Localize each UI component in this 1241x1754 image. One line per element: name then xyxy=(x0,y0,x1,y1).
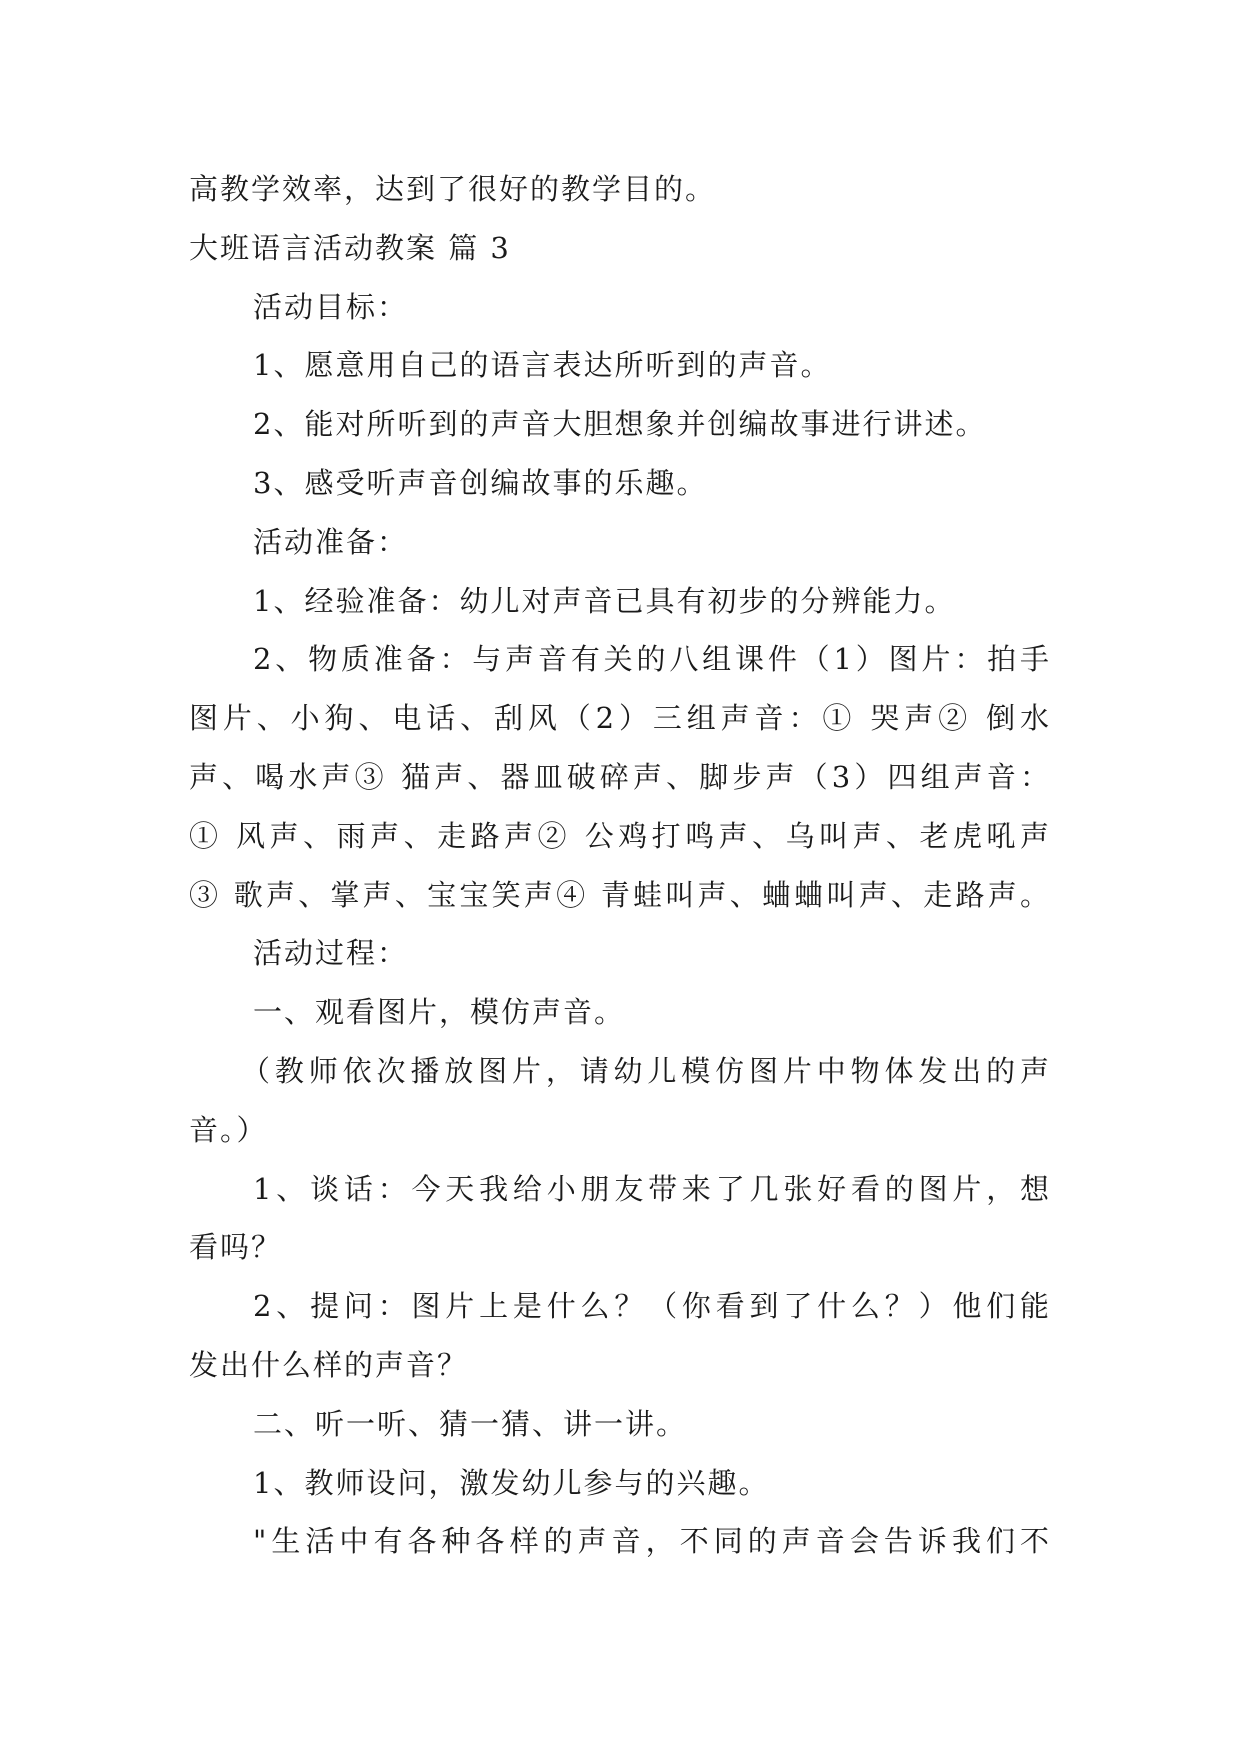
paragraph-line: 发出什么样的声音？ xyxy=(189,1347,469,1382)
paragraph-line: 1、经验准备：幼儿对声音已具有初步的分辨能力。 xyxy=(253,583,956,618)
paragraph-line: 活动准备： xyxy=(253,524,409,559)
paragraph-line: 3、感受听声音创编故事的乐趣。 xyxy=(253,465,708,500)
paragraph-line: 大班语言活动教案 篇 3 xyxy=(189,230,511,265)
paragraph-line: 1、愿意用自己的语言表达所听到的声音。 xyxy=(253,348,832,383)
paragraph-line: 活动目标： xyxy=(253,289,409,324)
paragraph-line: 二、听一听、猜一猜、讲一讲。 xyxy=(253,1406,688,1441)
paragraph-line: 声、喝水声③ 猫声、器皿破碎声、脚步声（3）四组声音： xyxy=(189,759,1051,794)
paragraph-line: 高教学效率，达到了很好的教学目的。 xyxy=(189,172,717,206)
paragraph-line: 1、谈话：今天我给小朋友带来了几张好看的图片，想 xyxy=(253,1171,1051,1206)
paragraph-line: 看吗？ xyxy=(189,1230,283,1265)
paragraph-line: 2、能对所听到的声音大胆想象并创编故事进行讲述。 xyxy=(253,407,987,442)
document-body xyxy=(189,160,1051,1571)
paragraph-line: （教师依次播放图片，请幼儿模仿图片中物体发出的声 xyxy=(241,1053,1051,1088)
paragraph-line: 图片、小狗、电话、刮风（2）三组声音：① 哭声② 倒水 xyxy=(189,701,1051,736)
paragraph-line: 活动过程： xyxy=(253,936,409,971)
paragraph-line: 2、提问：图片上是什么？（你看到了什么？）他们能 xyxy=(253,1289,1051,1324)
paragraph-line: ③ 歌声、掌声、宝宝笑声④ 青蛙叫声、蛐蛐叫声、走路声。 xyxy=(189,877,1051,912)
paragraph-line: 2、物质准备：与声音有关的八组课件（1）图片：拍手 xyxy=(253,642,1051,677)
paragraph-line: 音。） xyxy=(189,1112,268,1147)
paragraph-line: 1、教师设问，激发幼儿参与的兴趣。 xyxy=(253,1465,770,1500)
paragraph-line: ① 风声、雨声、走路声② 公鸡打鸣声、乌叫声、老虎吼声 xyxy=(189,818,1051,853)
paragraph-line: "生活中有各种各样的声音，不同的声音会告诉我们不 xyxy=(253,1524,1051,1559)
paragraph-line: 一、观看图片，模仿声音。 xyxy=(253,995,626,1030)
